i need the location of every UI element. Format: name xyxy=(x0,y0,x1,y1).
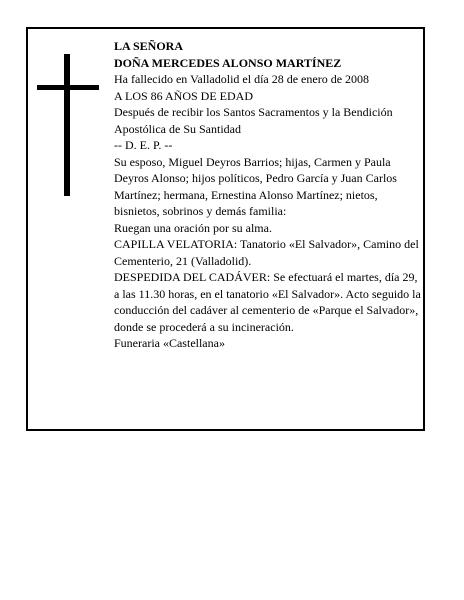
cross-horizontal-bar xyxy=(37,85,99,90)
death-info: Ha fallecido en Valladolid el día 28 de enero de 2008 xyxy=(114,72,370,86)
chapel-info: CAPILLA VELATORIA: Tanatorio «El Salvador», Camino del Cementerio, 21 (Valladolid). xyxy=(114,237,419,268)
sacraments-text: Después de recibir los Santos Sacramentos y la Bendición Apostólica de Su Santidad xyxy=(114,105,393,136)
farewell-info: DESPEDIDA DEL CADÁVER: Se efectuará el martes, día 29, a las 11.30 horas, en el tanatorio «El Salvador». Acto seguido la conducción del cadáver al cementerio de «Parque el Salvador», donde se procederá a su incineración. xyxy=(114,270,421,334)
title-line: LA SEÑORA xyxy=(114,39,184,53)
cross-icon xyxy=(37,54,99,196)
obituary-text xyxy=(114,38,422,352)
cross-vertical-bar xyxy=(64,54,70,196)
prayer-request: Ruegan una oración por su alma. xyxy=(114,220,272,235)
funeral-home: Funeraria «Castellana» xyxy=(114,336,225,350)
age-line: A LOS 86 AÑOS DE EDAD xyxy=(114,88,254,103)
rip-line: -- D. E. P. -- xyxy=(114,138,173,152)
family-text: Su esposo, Miguel Deyros Barrios; hijas, Carmen y Paula Deyros Alonso; hijos políticos, Pedro García y Juan Carlos Martínez; hermana, Ernestina Alonso Martínez; nietos, bisnietos, sobrinos y demás familia: xyxy=(114,154,397,218)
deceased-name: DOÑA MERCEDES ALONSO MARTÍNEZ xyxy=(114,55,342,70)
